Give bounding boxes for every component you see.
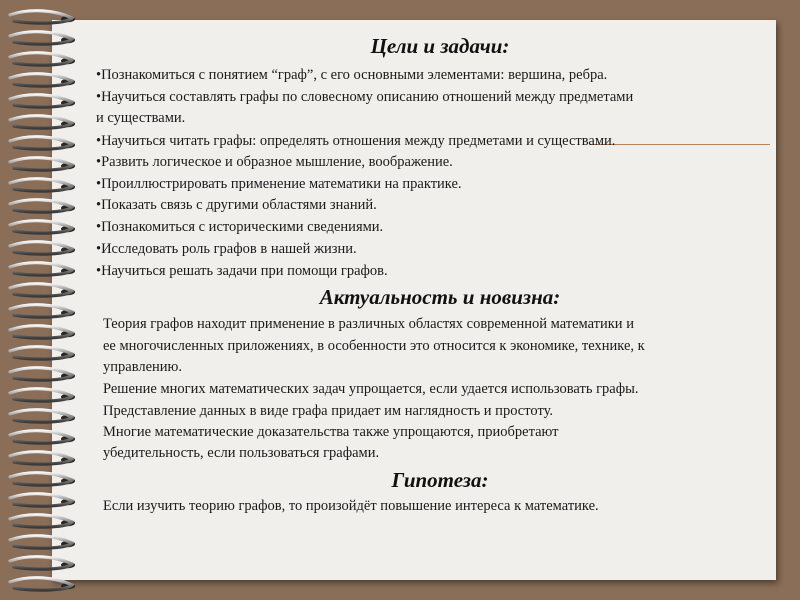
goals-item-6: •Показать связь с другими областями знаний. <box>96 197 377 213</box>
goals-item-7: •Познакомиться с историческими сведениями. <box>96 219 384 235</box>
goals-item-4: •Развить логическое и образное мышление, воображение. <box>96 154 453 170</box>
relevance-line-5: Представление данных в виде графа придает им наглядность и простоту. <box>103 403 554 419</box>
goals-item-3: •Научиться читать графы: определять отношения между предметами и существами. <box>96 133 616 149</box>
relevance-line-2: ее многочисленных приложениях, в особенности это относится к экономике, технике, к <box>103 338 645 354</box>
hypothesis-heading: Гипотеза: <box>391 468 489 492</box>
relevance-line-3: управлению. <box>103 359 182 375</box>
relevance-line-1: Теория графов находит применение в различных областях современной математики и <box>103 316 634 332</box>
goals-heading: Цели и задачи: <box>370 34 510 58</box>
relevance-line-7: убедительность, если пользоваться графами. <box>103 445 380 461</box>
hypothesis-line-1: Если изучить теорию графов, то произойдёт повышение интереса к математике. <box>103 498 599 514</box>
goals-item-2-cont: и существами. <box>96 110 186 126</box>
relevance-line-6: Многие математические доказательства также упрощаются, приобретают <box>103 424 559 440</box>
goals-item-8: •Исследовать роль графов в нашей жизни. <box>96 241 357 257</box>
relevance-line-4: Решение многих математических задач упрощается, если удается использовать графы. <box>103 381 639 397</box>
goals-item-1: •Познакомиться с понятием “граф”, с его основными элементами: вершина, ребра. <box>96 67 608 83</box>
goals-item-5: •Проиллюстрировать применение математики на практике. <box>96 176 462 192</box>
goals-item-9: •Научиться решать задачи при помощи графов. <box>96 263 388 279</box>
relevance-heading: Актуальность и новизна: <box>319 285 561 309</box>
goals-item-2: •Научиться составлять графы по словесному описанию отношений между предметами <box>96 89 634 105</box>
